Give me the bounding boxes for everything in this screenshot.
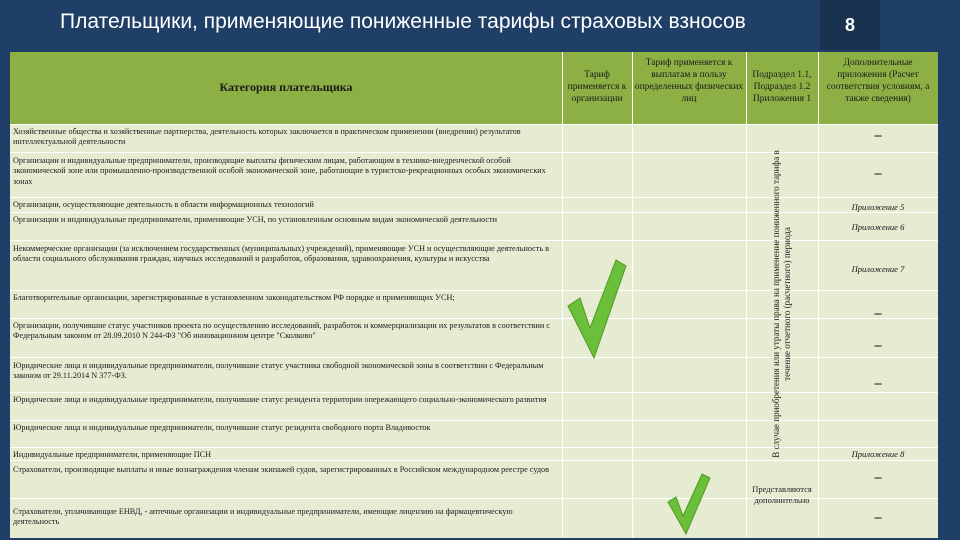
page-number: 8 <box>820 0 880 50</box>
header-subsection: Подраздел 1.1, Подраздел 1.2 Приложения 1 <box>752 70 812 104</box>
row-additional: Приложение 8 <box>851 449 905 459</box>
row-additional: – <box>874 128 882 143</box>
row-additional: – <box>874 510 882 525</box>
row-category: Хозяйственные общества и хозяйственные партнерства, деятельность которых заключается в практическом применении (внедрении) результатов интеллектуальной деятельности <box>13 127 521 147</box>
row-category: Юридические лица и индивидуальные предприниматели, получившие статус участника свободной экономической зоны в соответствии с Федеральным законом от 29.11.2014 N 377-ФЗ. <box>13 361 544 381</box>
row-category: Организации и индивидуальные предприниматели, применяющие УСН, по установленным основным видам экономической деятельности <box>13 215 497 224</box>
header-tariff-org: Тариф применяется к организации <box>567 70 627 104</box>
header-category: Категория плательщика <box>219 80 353 94</box>
header-additional: Дополнительные приложения (Расчет соответствия условиям, а также сведения) <box>826 58 930 104</box>
payers-table <box>10 52 938 538</box>
row-additional: Приложение 6 <box>851 222 905 232</box>
row-additional: Приложение 7 <box>851 264 905 274</box>
row-category: Юридические лица и индивидуальные предприниматели, получившие статус резидента свободного порта Владивосток <box>13 423 431 432</box>
check-mark-icon <box>666 472 712 536</box>
row-additional: – <box>874 376 882 391</box>
provided-note: Представляются дополнительно <box>752 484 812 505</box>
row-additional: – <box>874 306 882 321</box>
check-mark-icon <box>566 258 628 362</box>
header-tariff-individuals: Тариф применяется к выплатам в пользу определенных физических лиц <box>634 58 744 104</box>
vertical-note-cell <box>746 124 818 484</box>
row-additional: – <box>874 166 882 181</box>
row-category: Некоммерческие организации (за исключением государственных (муниципальных) учреждений), применяющие УСН и осуществляющие деятельность в области социального обслуживания граждан, научных исследований и разработок, образования, здравоохранения, культуры и искусства <box>13 244 549 264</box>
row-additional: Приложение 5 <box>851 202 905 212</box>
row-category: Страхователи, уплачивающие ЕНВД, - аптечные организации и индивидуальные предприниматели, имеющие лицензию на фармацевтическую деятельность <box>13 507 513 527</box>
row-category: Благотворительные организации, зарегистрированные в установленном законодательством РФ порядке и применяющих УСН; <box>13 293 455 302</box>
row-category: Организации, осуществляющие деятельность в области информационных технологий <box>13 200 314 209</box>
row-category: Организации и индивидуальные предприниматели, производящие выплаты физическим лицам, работающим в технико-внедренческой особой экономической зоне или промышленно-производственной особой экономической зоне, работающие в туристско-рекреационных особых экономических зонах <box>13 156 546 186</box>
row-category: Организации, получившие статус участников проекта по осуществлению исследований, разработок и коммерциализации их результатов в соответствии с Федеральным законом от 28.09.2010 N 244-ФЗ "Об инновационном центре "Сколково" <box>13 321 550 341</box>
row-additional: – <box>874 470 882 485</box>
row-additional: – <box>874 338 882 353</box>
row-category: Страхователи, производящие выплаты и иные вознаграждения членам экипажей судов, зарегистрированных в Российском международном реестре судов <box>13 465 550 474</box>
row-category: Индивидуальные предприниматели, применяющие ПСН <box>13 450 212 459</box>
vertical-note: В случае приобретения или утраты права на применение пониженного тарифа в течение отчетного (расчетного) периода <box>770 150 792 458</box>
row-category: Юридические лица и индивидуальные предприниматели, получившие статус резидента территории опережающего социально-экономического развития <box>13 395 547 404</box>
slide-title: Плательщики, применяющие пониженные тарифы страховых взносов <box>60 10 746 33</box>
